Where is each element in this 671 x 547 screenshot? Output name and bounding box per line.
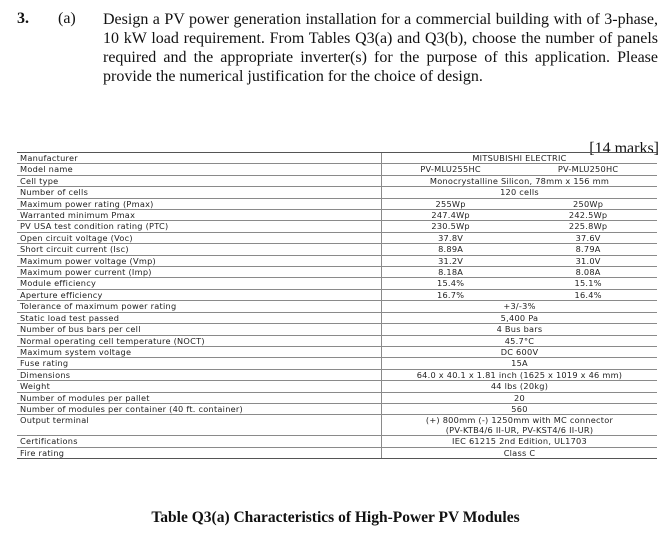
value-model-a: 37.8V	[382, 232, 520, 243]
table-row	[17, 255, 657, 266]
question-part: (a)	[58, 10, 76, 27]
marks-label: [14 marks]	[589, 140, 659, 157]
table-row	[17, 164, 657, 175]
value-model-b: 31.0V	[519, 255, 657, 266]
value-model-a: 16.7%	[382, 289, 520, 300]
row-label: Open circuit voltage (Voc)	[17, 232, 382, 243]
output-terminal-line1: (+) 800mm (-) 1250mm with MC connector	[425, 415, 614, 426]
value-model-a: 15.4%	[382, 278, 520, 289]
row-value: 560	[382, 403, 658, 414]
row-value: 64.0 x 40.1 x 1.81 inch (1625 x 1019 x 46 mm)	[382, 369, 658, 380]
table-row	[17, 198, 657, 209]
row-label: Certifications	[17, 436, 382, 447]
table-row	[17, 301, 657, 312]
question-text: Design a PV power generation installation for a commercial building with of 3-phase, 10 kW load requirement. From Tables Q3(a) and Q3(b), choose the number of panels required and the appropriate inverter(s) for the purpose of this application. Please provide the numerical justification for the choice of design.	[103, 11, 658, 85]
row-label: Number of cells	[17, 187, 382, 198]
value-model-a: 255Wp	[382, 198, 520, 209]
value-model-b: 16.4%	[519, 289, 657, 300]
table-row	[17, 312, 657, 323]
row-value: +3/-3%	[382, 301, 658, 312]
table-row	[17, 358, 657, 369]
value-model-b: 15.1%	[519, 278, 657, 289]
value-model-a: 8.89A	[382, 244, 520, 255]
row-label: Static load test passed	[17, 312, 382, 323]
row-value: DC 600V	[382, 346, 658, 357]
row-label: Output terminal	[17, 415, 382, 436]
row-label: Weight	[17, 381, 382, 392]
table-row	[17, 346, 657, 357]
table-row	[17, 175, 657, 186]
row-label: Module efficiency	[17, 278, 382, 289]
table-caption: Table Q3(a) Characteristics of High-Power PV Modules	[151, 509, 520, 526]
certifications-value: IEC 61215 2nd Edition, UL1703	[382, 436, 658, 447]
row-label: PV USA test condition rating (PTC)	[17, 221, 382, 232]
model-a-value: PV-MLU255HC	[382, 164, 520, 175]
table-row	[17, 232, 657, 243]
table-row	[17, 447, 657, 458]
value-model-b: 250Wp	[519, 198, 657, 209]
row-label: Normal operating cell temperature (NOCT)	[17, 335, 382, 346]
cell-type-value: Monocrystalline Silicon, 78mm x 156 mm	[382, 175, 658, 186]
value-model-b: 242.5Wp	[519, 210, 657, 221]
table-row	[17, 267, 657, 278]
row-label: Model name	[17, 164, 382, 175]
row-label: Maximum system voltage	[17, 346, 382, 357]
manufacturer-value: MITSUBISHI ELECTRIC	[382, 153, 658, 164]
row-value: 4 Bus bars	[382, 324, 658, 335]
value-model-b: 37.6V	[519, 232, 657, 243]
row-label: Warranted minimum Pmax	[17, 210, 382, 221]
table-row	[17, 436, 657, 447]
table-row	[17, 324, 657, 335]
row-value: 20	[382, 392, 658, 403]
row-value: 15A	[382, 358, 658, 369]
table-row	[17, 278, 657, 289]
fire-rating-value: Class C	[382, 447, 658, 458]
table-row	[17, 403, 657, 414]
table-row	[17, 153, 657, 164]
table-row	[17, 335, 657, 346]
question-number: 3.	[17, 10, 29, 27]
value-model-a: 247.4Wp	[382, 210, 520, 221]
row-label: Maximum power rating (Pmax)	[17, 198, 382, 209]
row-label: Dimensions	[17, 369, 382, 380]
output-terminal-value	[382, 415, 658, 436]
table-row	[17, 369, 657, 380]
table-row	[17, 392, 657, 403]
value-model-b: 225.8Wp	[519, 221, 657, 232]
table-row	[17, 381, 657, 392]
row-label: Fire rating	[17, 447, 382, 458]
row-label: Maximum power voltage (Vmp)	[17, 255, 382, 266]
row-label: Aperture efficiency	[17, 289, 382, 300]
value-model-b: 8.08A	[519, 267, 657, 278]
table-row	[17, 289, 657, 300]
model-b-value: PV-MLU250HC	[519, 164, 657, 175]
row-label: Manufacturer	[17, 153, 382, 164]
row-label: Fuse rating	[17, 358, 382, 369]
row-label: Number of modules per pallet	[17, 392, 382, 403]
row-value: 44 lbs (20kg)	[382, 381, 658, 392]
value-model-a: 8.18A	[382, 267, 520, 278]
pv-module-spec-table	[17, 152, 657, 459]
row-label: Cell type	[17, 175, 382, 186]
table-row	[17, 221, 657, 232]
row-label: Maximum power current (Imp)	[17, 267, 382, 278]
row-label: Tolerance of maximum power rating	[17, 301, 382, 312]
table-row	[17, 210, 657, 221]
row-value: 45.7°C	[382, 335, 658, 346]
table-row	[17, 187, 657, 198]
value-model-a: 31.2V	[382, 255, 520, 266]
value-model-b: 8.79A	[519, 244, 657, 255]
row-label: Number of modules per container (40 ft. container)	[17, 403, 382, 414]
table-row	[17, 415, 657, 436]
row-label: Short circuit current (Isc)	[17, 244, 382, 255]
table-row	[17, 244, 657, 255]
cells-value: 120 cells	[382, 187, 658, 198]
value-model-a: 230.5Wp	[382, 221, 520, 232]
row-value: 5,400 Pa	[382, 312, 658, 323]
row-label: Number of bus bars per cell	[17, 324, 382, 335]
output-terminal-line2: (PV-KTB4/6 II-UR, PV-KST4/6 II-UR)	[445, 425, 594, 436]
